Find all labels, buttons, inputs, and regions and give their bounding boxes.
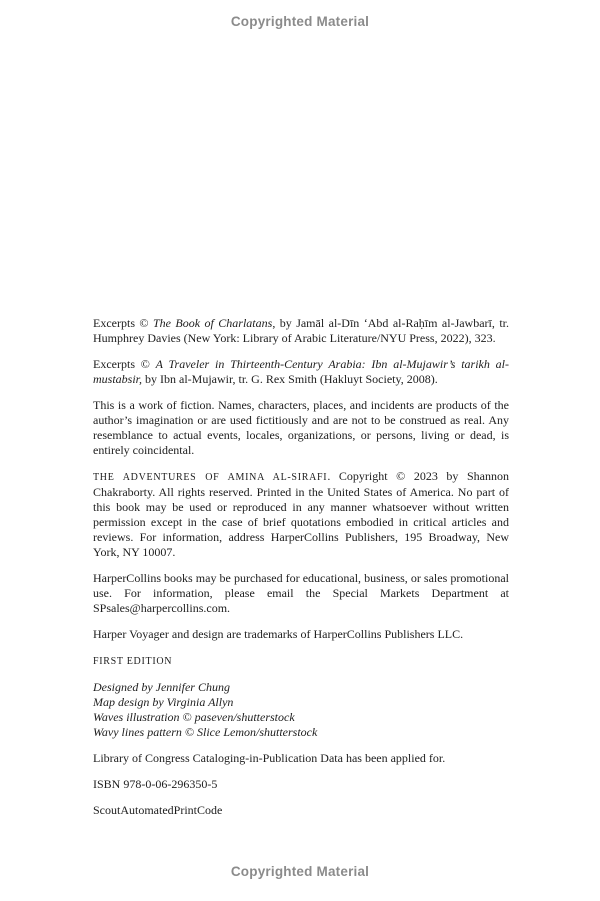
special-markets-notice	[93, 571, 509, 616]
copyrighted-material-bottom-label: Copyrighted Material	[230, 864, 370, 879]
text-segment: ISBN 978-0-06-296350-5	[93, 777, 218, 791]
text-segment: Waves illustration © paseven/shutterstock	[93, 710, 295, 724]
text-segment: Excerpts ©	[93, 357, 156, 371]
text-segment: HarperCollins books may be purchased for educational, business, or sales promotional use. For information, please email the Special Markets Department at SPsales@harpercollins.com.	[93, 571, 509, 615]
text-segment: FIRST EDITION	[93, 656, 173, 667]
colophon-text-block	[93, 316, 509, 818]
fiction-disclaimer	[93, 398, 509, 458]
text-segment: , by Jamāl al-Dīn ‘Abd al-Raḥīm al-Jawbarī, tr. Humphrey Davies (New York: Library of Arabic Literature/NYU Press, 2022), 323.	[93, 316, 509, 345]
excerpt-credit-traveler	[93, 357, 509, 387]
text-segment: This is a work of fiction. Names, characters, places, and incidents are products of the author’s imagination or are used fictitiously and are not to be construed as real. Any resemblance to actual events, locales, organizations, or persons, living or dead, is entirely coincidental.	[93, 398, 509, 457]
text-segment: Map design by Virginia Allyn	[93, 695, 234, 709]
text-segment: Excerpts ©	[93, 316, 153, 330]
text-segment: A Traveler in Thirteenth-Century Arabia: Ibn al-Mujawir’s tarikh al-mustabsir,	[93, 357, 509, 386]
text-segment: . Copyright © 2023 by Shannon Chakraborty. All rights reserved. Printed in the United States of America. No part of this book may be used or reproduced in any manner whatsoever without written permission except in the case of brief quotations embodied in critical articles and reviews. For information, address HarperCollins Publishers, 195 Broadway, New York, NY 10007.	[93, 469, 509, 559]
copyrighted-material-top-label: Copyrighted Material	[230, 14, 370, 29]
text-segment: Harper Voyager and design are trademarks of HarperCollins Publishers LLC.	[93, 627, 464, 641]
text-segment: THE ADVENTURES OF AMINA AL-SIRAFI	[93, 472, 328, 483]
trademark-notice	[93, 627, 509, 642]
text-segment: ScoutAutomatedPrintCode	[93, 803, 223, 817]
copyright-notice	[93, 469, 509, 560]
excerpt-credit-charlatans	[93, 316, 509, 346]
text-segment: Designed by Jennifer Chung	[93, 680, 230, 694]
edition-statement	[93, 653, 509, 669]
library-of-congress-statement	[93, 751, 509, 766]
text-segment: Library of Congress Cataloging-in-Publication Data has been applied for.	[93, 751, 446, 765]
print-code	[93, 803, 509, 818]
text-segment: Wavy lines pattern © Slice Lemon/shutterstock	[93, 725, 318, 739]
text-segment: The Book of Charlatans	[152, 316, 273, 330]
text-segment: by Ibn al-Mujawir, tr. G. Rex Smith (Hakluyt Society, 2008).	[142, 372, 438, 386]
design-credits	[93, 680, 509, 740]
isbn	[93, 777, 509, 792]
